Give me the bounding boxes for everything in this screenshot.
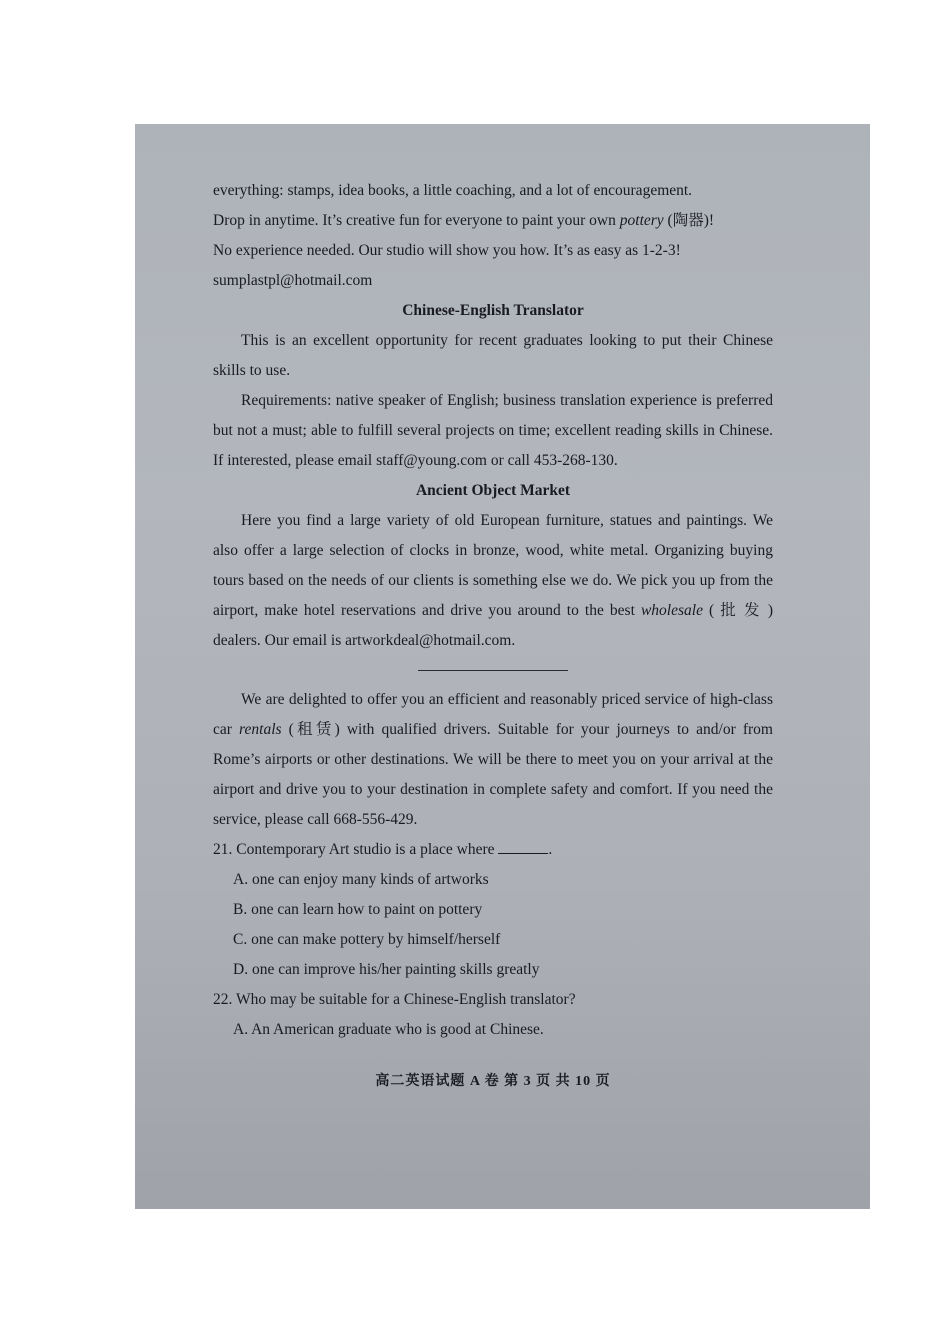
pottery-gloss: (陶器)! [663,212,715,229]
answer-blank [498,837,548,854]
market-title: Ancient Object Market [415,482,571,499]
question-21-option-d: D. one can improve his/her painting skills greatly [233,961,540,978]
question-21-option-b: B. one can learn how to paint on pottery [233,901,483,918]
photographed-page [135,124,870,1209]
wholesale-word: wholesale [640,602,703,619]
question-22-option-a: A. An American graduate who is good at Chinese. [233,1021,544,1038]
pottery-word: pottery [619,212,664,229]
market-ad [213,476,773,656]
pottery-line-2-text: Drop in anytime. It’s creative fun for everyone to paint your own [213,212,620,229]
question-21 [213,835,773,865]
translator-intro: This is an excellent opportunity for recent graduates looking to put their Chinese skills to use. [213,332,773,379]
rental-body-text: We are delighted to offer you an efficient and reasonably priced service of high-class car [213,691,773,738]
pottery-line-2 [213,206,773,236]
rentals-word: rentals [239,721,282,738]
market-body-end: ( 批 发 ) dealers. Our email is artworkdeal@hotmail.com. [213,602,773,649]
market-body-text: Here you find a large variety of old European furniture, statues and paintings. We also offer a large selection of clocks in bronze, wood, white metal. Organizing buying tours based on the needs of our clients is something else we do. We pick you up from the airport, make hotel reservations and drive you around to the best [213,512,773,619]
pottery-ad [213,176,773,296]
pottery-line-3: No experience needed. Our studio will show you how. It’s as easy as 1-2-3! [213,242,681,259]
questions [213,835,773,1045]
pottery-line-1: everything: stamps, idea books, a little coaching, and a lot of encouragement. [213,182,693,199]
translator-ad [213,296,773,476]
blank-title-line [418,670,568,671]
exam-sheet [213,176,773,1111]
question-21-option-a: A. one can enjoy many kinds of artworks [233,871,489,888]
question-21-stem: 21. Contemporary Art studio is a place where [213,841,499,858]
question-21-end: . [548,841,553,858]
page-footer: 高二英语试题 A 卷 第 3 页 共 10 页 [375,1074,611,1089]
question-21-option-c: C. one can make pottery by himself/herself [233,931,501,948]
market-body [213,506,773,656]
rental-body [213,685,773,835]
translator-title: Chinese-English Translator [402,302,584,319]
rental-body-end: (租赁) with qualified drivers. Suitable for your journeys to and/or from Rome’s airports or other destinations. We will be there to meet you on your arrival at the airport and drive you to your destination in complete safety and comfort. If you need the service, please call 668-556-429. [213,721,773,828]
translator-requirements: Requirements: native speaker of English; business translation experience is preferred but not a must; able to fulfill several projects on time; excellent reading skills in Chinese. If interested, please email staff@young.com or call 453-268-130. [213,392,773,469]
question-22: 22. Who may be suitable for a Chinese-English translator? [213,991,576,1008]
pottery-email: sumplastpl@hotmail.com [213,272,373,289]
rental-ad [213,685,773,835]
